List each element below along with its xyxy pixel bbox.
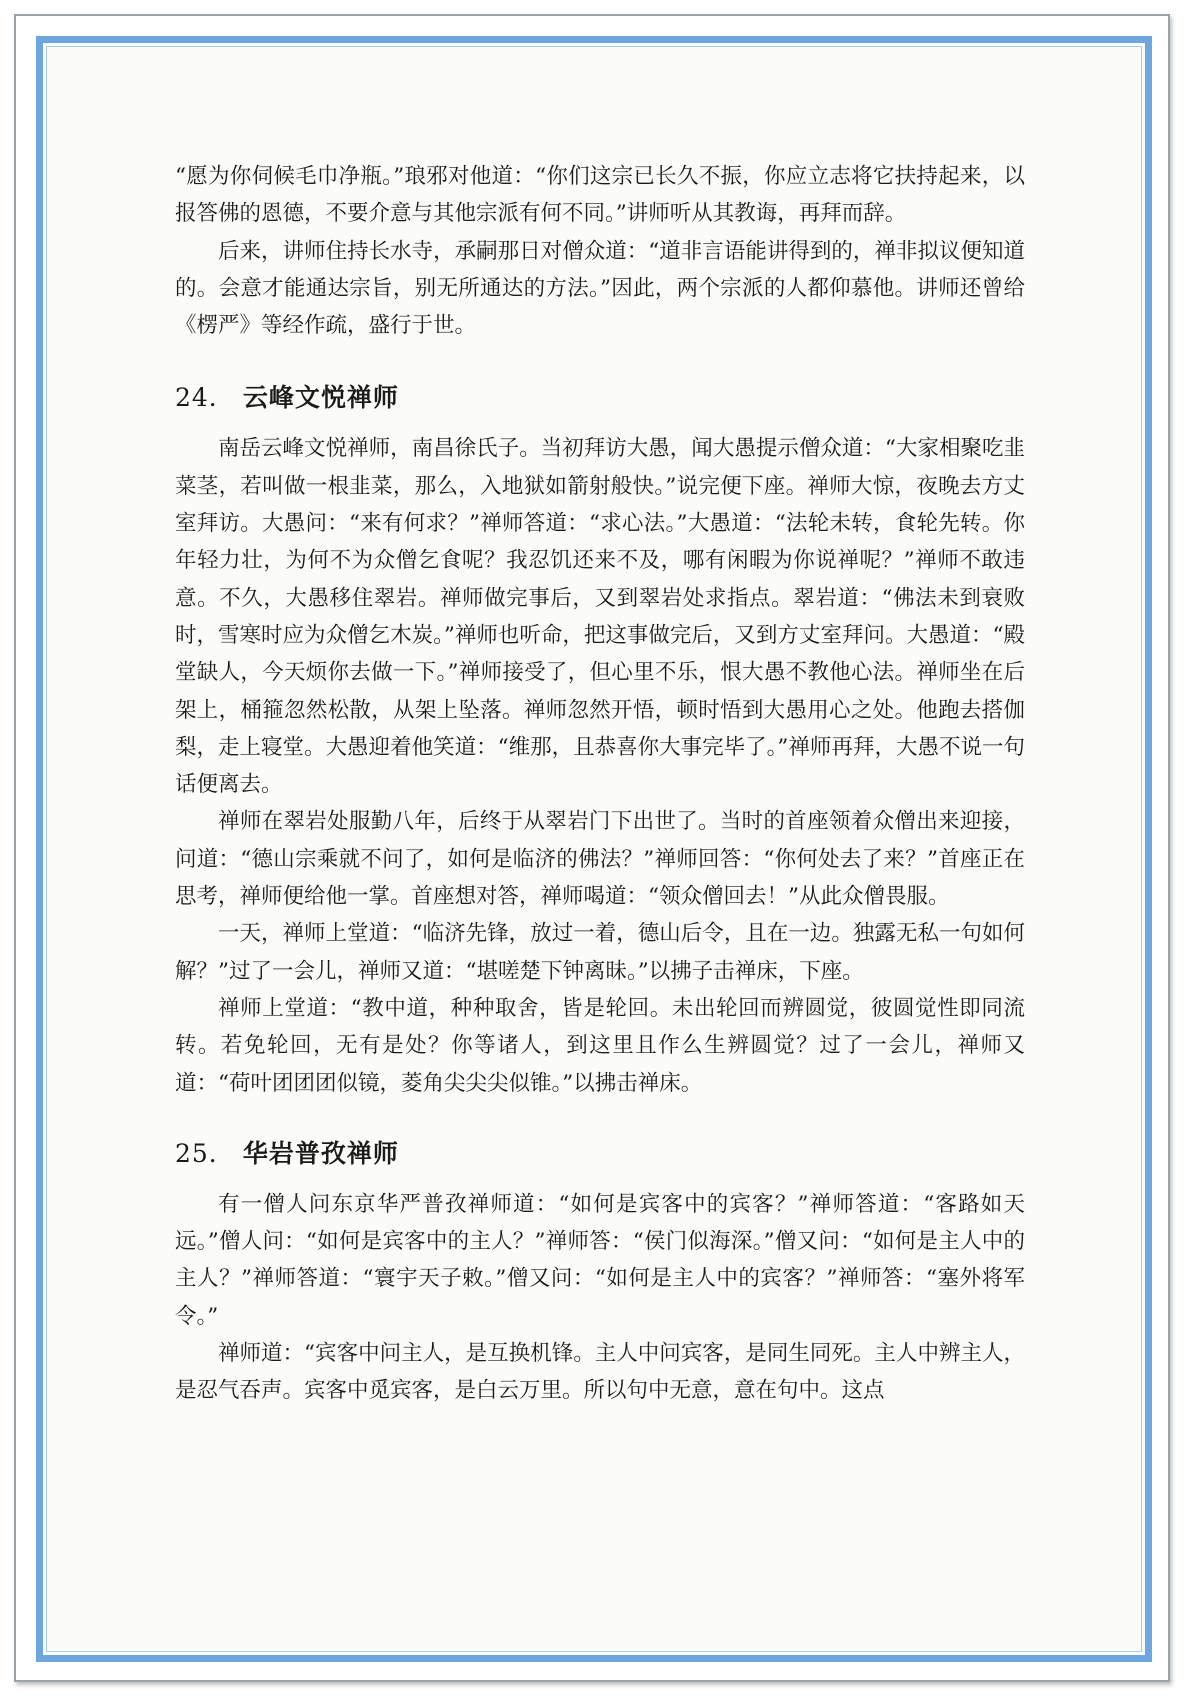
page-content: [175, 158, 1025, 1410]
section-25-heading: [175, 1136, 1025, 1172]
section-24-heading: [175, 380, 1025, 416]
section-24-paragraph-3: 一天，禅师上堂道：“临济先锋，放过一着，德山后令，且在一边。独露无私一句如何解？”过了一会儿，禅师又道：“堪嗟楚下钟离昧。”以拂子击禅床，下座。: [175, 921, 1025, 984]
paragraph-intro-1: “愿为你伺候毛巾净瓶。”琅邪对他道：“你们这宗已长久不振，你应立志将它扶持起来，以报答佛的恩德，不要介意与其他宗派有何不同。”讲师听从其教诲，再拜而辞。: [175, 164, 1025, 227]
section-24-paragraph-4: 禅师上堂道：“教中道，种种取舍，皆是轮回。未出轮回而辨圆觉，彼圆觉性即同流转。若免轮回，无有是处？你等诸人，到这里且作么生辨圆觉？过了一会儿，禅师又道：“荷叶团团团似镜，菱角尖尖尖似锥。”以拂击禅床。: [175, 995, 1025, 1096]
section-25-number: 25．: [175, 1138, 235, 1168]
section-24-title: 云峰文悦禅师: [242, 383, 399, 413]
section-24-paragraph-2: 禅师在翠岩处服勤八年，后终于从翠岩门下出世了。当时的首座领着众僧出来迎接，问道：“德山宗乘就不问了，如何是临济的佛法？”禅师回答：“你何处去了来？”首座正在思考，禅师便给他一掌。首座想对答，禅师喝道：“领众僧回去！”从此众僧畏服。: [175, 809, 1025, 910]
paragraph-intro-2: 后来，讲师住持长水寺，承嗣那日对僧众道：“道非言语能讲得到的，禅非拟议便知道的。会意才能通达宗旨，别无所通达的方法。”因此，两个宗派的人都仰慕他。讲师还曾给《楞严》等经作疏，盛行于世。: [175, 238, 1025, 339]
section-25-paragraph-1: 有一僧人问东京华严普孜禅师道：“如何是宾客中的宾客？”禅师答道：“客路如天远。”僧人问：“如何是宾客中的主人？”禅师答：“侯门似海深。”僧又问：“如何是主人中的主人？”禅师答道：“寰宇天子敕。”僧又问：“如何是主人中的宾客？”禅师答：“塞外将军令。”: [175, 1191, 1025, 1329]
section-24-paragraph-1: 南岳云峰文悦禅师，南昌徐氏子。当初拜访大愚，闻大愚提示僧众道：“大家相聚吃韭菜茎，若叫做一根韭菜，那么，入地狱如箭射般快。”说完便下座。禅师大惊，夜晚去方丈室拜访。大愚问：“来有何求？”禅师答道：“求心法。”大愚道：“法轮未转，食轮先转。你年轻力壮，为何不为众僧乞食呢？我忍饥还来不及，哪有闲暇为你说禅呢？”禅师不敢违意。不久，大愚移住翠岩。禅师做完事后，又到翠岩处求指点。翠岩道：“佛法未到衰败时，雪寒时应为众僧乞木炭。”禅师也听命，把这事做完后，又到方丈室拜问。大愚道：“殿堂缺人，今天烦你去做一下。”禅师接受了，但心里不乐，恨大愚不教他心法。禅师坐在后架上，桶箍忽然松散，从架上坠落。禅师忽然开悟，顿时悟到大愚用心之处。他跑去搭伽梨，走上寝堂。大愚迎着他笑道：“维那，且恭喜你大事完毕了。”禅师再拜，大愚不说一句话便离去。: [175, 436, 1025, 798]
section-25-title: 华岩普孜禅师: [242, 1138, 399, 1168]
section-25-paragraph-2: 禅师道：“宾客中问主人，是互换机锋。主人中问宾客，是同生同死。主人中辨主人，是忍气吞声。宾客中觅宾客，是白云万里。所以句中无意，意在句中。这点: [175, 1341, 1025, 1404]
section-24-number: 24．: [175, 383, 235, 413]
